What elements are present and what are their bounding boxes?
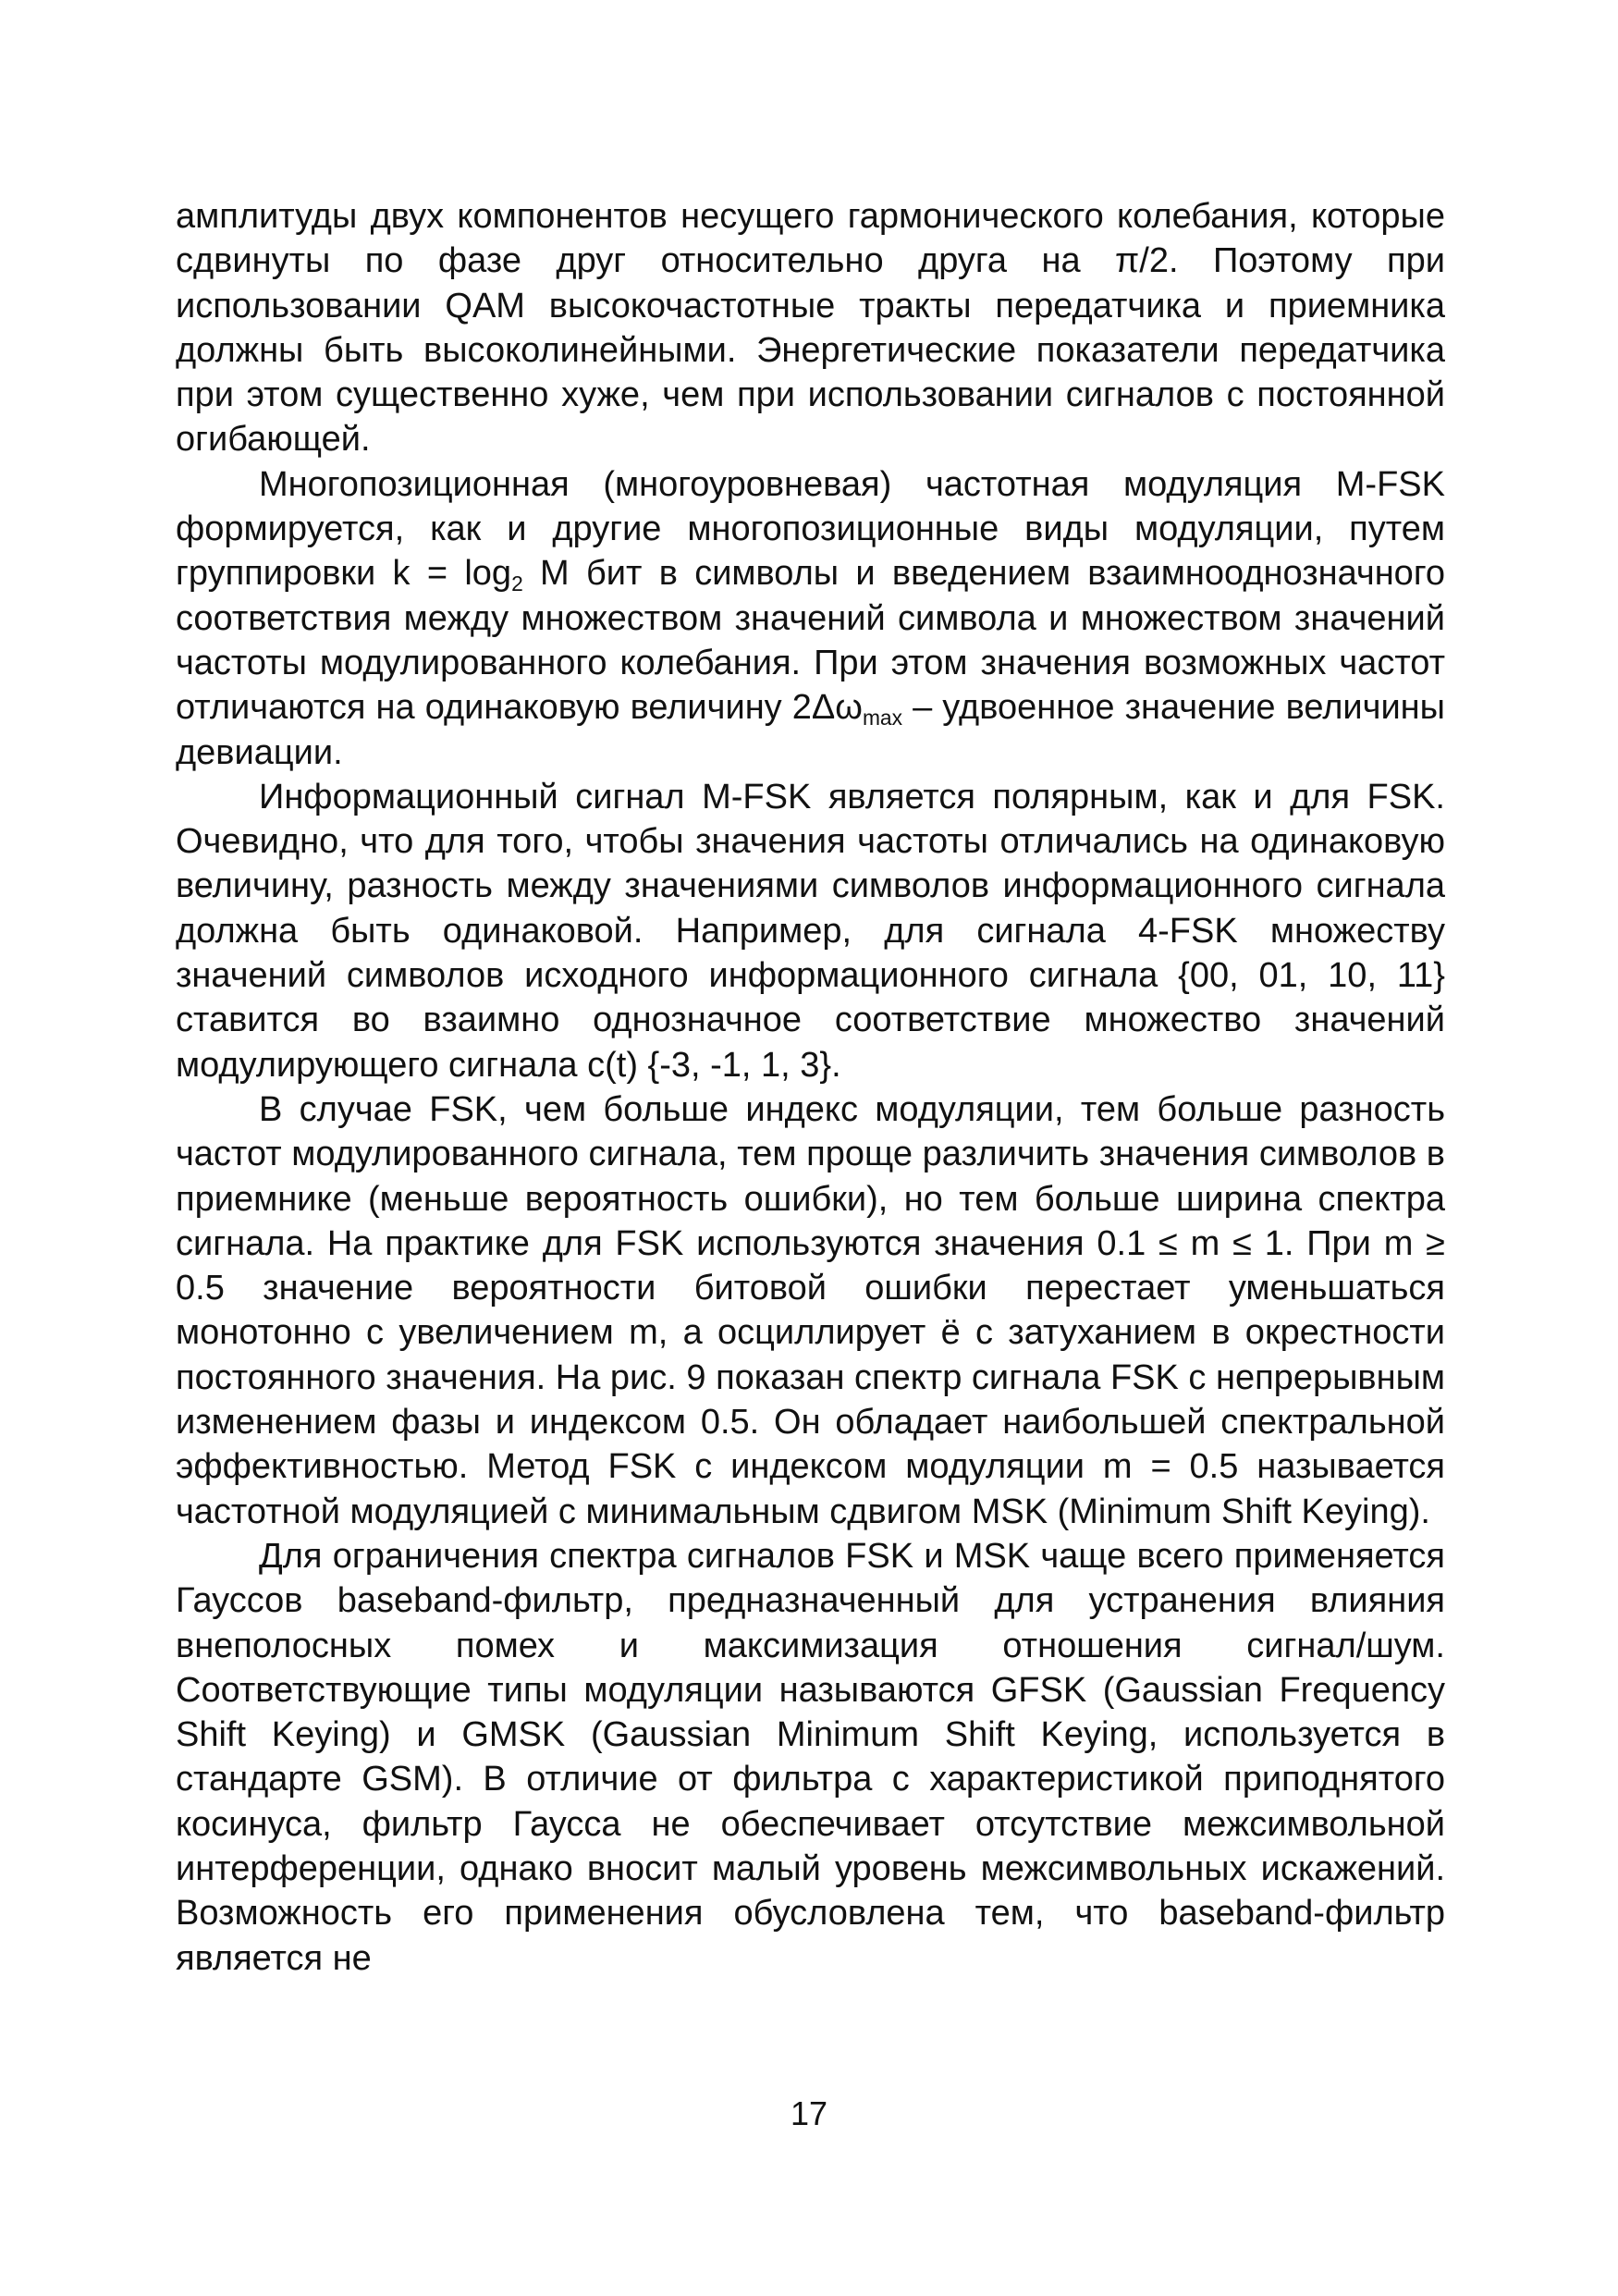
paragraph-mfsk-polar: Информационный сигнал M-FSK является полярным, как и для FSK. Очевидно, что для того, чтобы значения частоты отличались на одинаковую величину, разность между значениями символов информационного сигнала должна быть одинаковой. Например, для сигнала 4-FSK множеству значений символов исходного информационного сигнала {00, 01, 10, 11} ставится во взаимно однозначное соответствие множество значений модулирующего сигнала c(t) {-3, -1, 1, 3}. [176,777,1445,1085]
page-number: 17 [790,2094,828,2132]
paragraph-mfsk-intro [176,462,1445,775]
mfsk-text-part-2: M бит в символы и введением взаимнооднозначного соответствия между множеством значений символа и множеством значений частоты модулированного колебания. При этом значения возможных частот отличаются на одинаковую величину 2Δω [176,554,1445,728]
mfsk-text-part-3: – удвоенное значение величины девиации. [176,688,1445,772]
body-text [176,194,1445,1981]
mfsk-text-part-1: Многопозиционная (многоуровневая) частотная модуляция M-FSK формируется, как и другие многопозиционные виды модуляции, путем группировки k = log [176,464,1445,594]
paragraph-fsk-index: В случае FSK, чем больше индекс модуляции, тем больше разность частот модулированного сигнала, тем проще различить значения символов в приемнике (меньше вероятность ошибки), но тем больше ширина спектра сигнала. На практике для FSK используются значения 0.1 ≤ m ≤ 1. При m ≥ 0.5 значение вероятности битовой ошибки перестает уменьшаться монотонно с увеличением m, а осциллирует ё с затуханием в окрестности постоянного значения. На рис. 9 показан спектр сигнала FSK с непрерывным изменением фазы и индексом 0.5. Он обладает наибольшей спектральной эффективностью. Метод FSK с индексом модуляции m = 0.5 называется частотной модуляцией с минимальным сдвигом MSK (Minimum Shift Keying). [176,1089,1446,1531]
log-base-subscript: 2 [511,571,523,596]
paragraph-gaussian-filter: Для ограничения спектра сигналов FSK и MSK чаще всего применяется Гауссов baseband-фильтр, предназначенный для устранения влияния внеполосных помех и максимизация отношения сигнал/шум. Соответствующие типы модуляции называются GFSK (Gaussian Frequency Shift Keying) и GMSK (Gaussian Minimum Shift Keying, используется в стандарте GSM). В отличие от фильтра с характеристикой приподнятого косинуса, фильтр Гаусса не обеспечивает отсутствие межсимвольной интерференции, однако вносит малый уровень межсимвольных искажений. Возможность его применения обусловлена тем, что baseband-фильтр является не [176,1536,1445,1978]
omega-max-subscript: max [862,706,903,731]
paragraph-qam-continuation: амплитуды двух компонентов несущего гармонического колебания, которые сдвинуты по фазе друг относительно друга на π/2. Поэтому при использовании QAM высокочастотные тракты передатчика и приемника должны быть высоколинейными. Энергетические показатели передатчика при этом существенно хуже, чем при использовании сигналов с постоянной огибающей. [176,197,1445,460]
